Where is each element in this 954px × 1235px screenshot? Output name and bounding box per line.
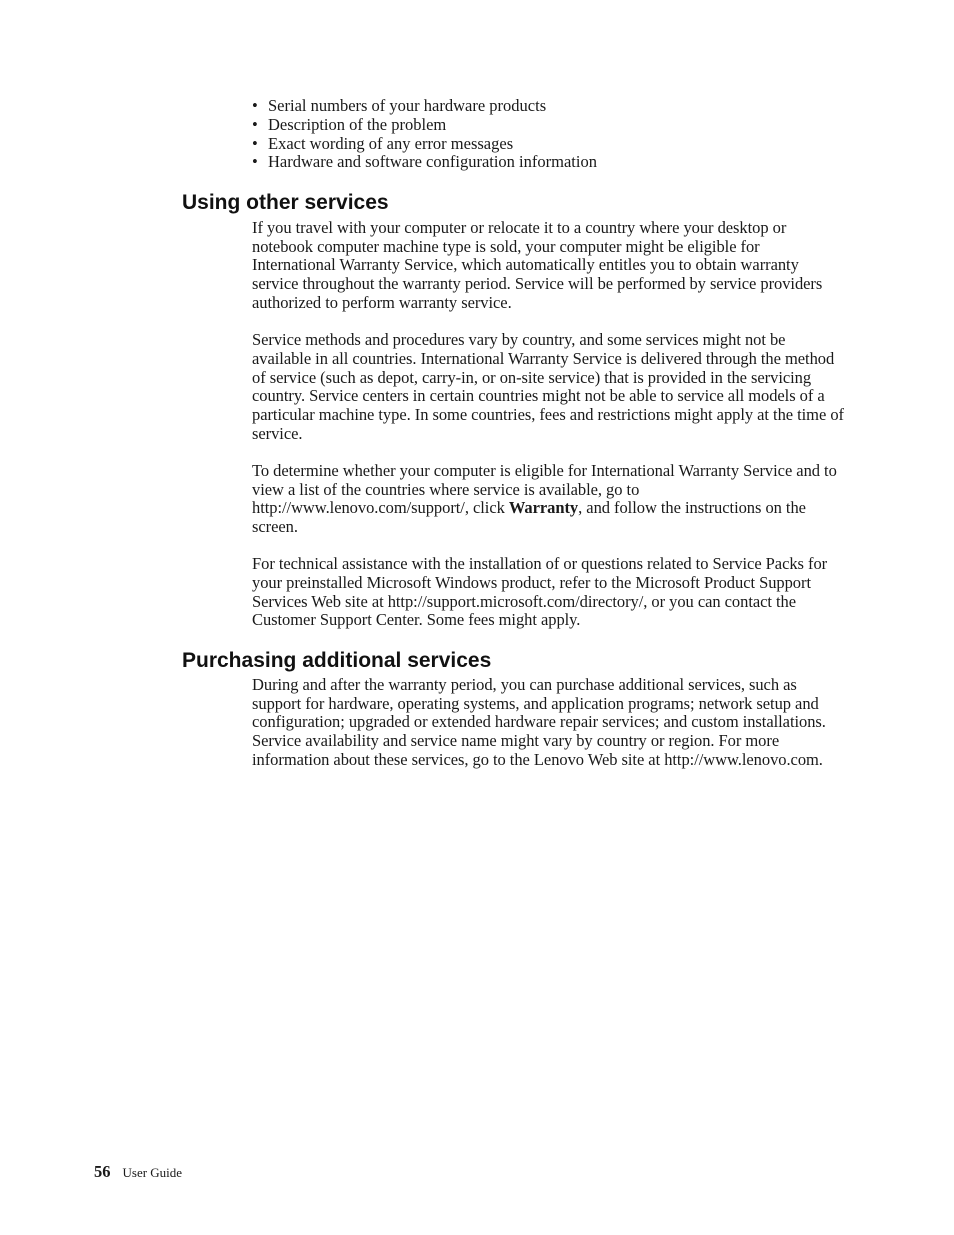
document-title-label: User Guide — [122, 1165, 183, 1180]
bullet-icon: • — [252, 152, 258, 172]
paragraph-eligibility — [252, 462, 846, 537]
eligibility-text-start: To determine whether your computer is eligible for International Warranty Service and to view a list of the countries where service is available, go to http://www.lenovo.com/support/, click — [252, 460, 837, 518]
bullet-icon: • — [252, 114, 258, 134]
page-number: 56 — [94, 1162, 111, 1181]
warranty-term: Warranty — [508, 498, 579, 518]
paragraph-service-methods: Service methods and procedures vary by country, and some services might not be available in all countries. International Warranty Service is delivered through the method of service (such as depot, carry-in, or on-site service) that is provided in the servicing country. Service centers in certain countries might not be able to service all models of a particular machine type. In some countries, fees and restrictions might apply at the time of service. — [252, 330, 844, 443]
paragraph-additional-services: During and after the warranty period, you can purchase additional services, such as support for hardware, operating systems, and application programs; network setup and configuration; upgraded or extended hardware repair services; and custom installations. Service availability and service name might vary by country or region. For more information about these services, go to the Lenovo Web site at http://www.lenovo.com. — [252, 675, 826, 769]
list-item-text: Exact wording of any error messages — [268, 133, 514, 153]
list-item — [252, 153, 852, 172]
list-item-text: Hardware and software configuration information — [268, 152, 597, 172]
bullet-icon: • — [252, 133, 258, 153]
list-item — [252, 97, 852, 116]
list-item-text: Serial numbers of your hardware products — [268, 96, 547, 115]
list-item — [252, 116, 852, 135]
section-purchasing-additional-services — [252, 676, 846, 788]
list-item — [252, 135, 852, 154]
heading-purchasing-additional-services: Purchasing additional services — [182, 649, 492, 672]
bullet-icon: • — [252, 96, 258, 115]
paragraph-international-warranty: If you travel with your computer or relocate it to a country where your desktop or notebook computer machine type is sold, your computer might be eligible for International Warranty Service, which automatically entitles you to obtain warranty service throughout the warranty period. Service will be performed by service providers authorized to perform warranty service. — [252, 218, 823, 312]
paragraph-technical-assistance: For technical assistance with the installation of or questions related to Service Packs for your preinstalled Microsoft Windows product, refer to the Microsoft Product Support Services Web site at http://support.microsoft.com/directory/, or you can contact the Customer Support Center. Some fees might apply. — [252, 554, 828, 630]
section-using-other-services — [252, 219, 846, 649]
list-item-text: Description of the problem — [268, 114, 447, 134]
eligibility-text-end: , and follow the instructions on the screen. — [252, 498, 806, 537]
page-footer — [94, 1162, 182, 1182]
info-bullet-list — [252, 97, 852, 172]
heading-using-other-services: Using other services — [182, 191, 389, 214]
